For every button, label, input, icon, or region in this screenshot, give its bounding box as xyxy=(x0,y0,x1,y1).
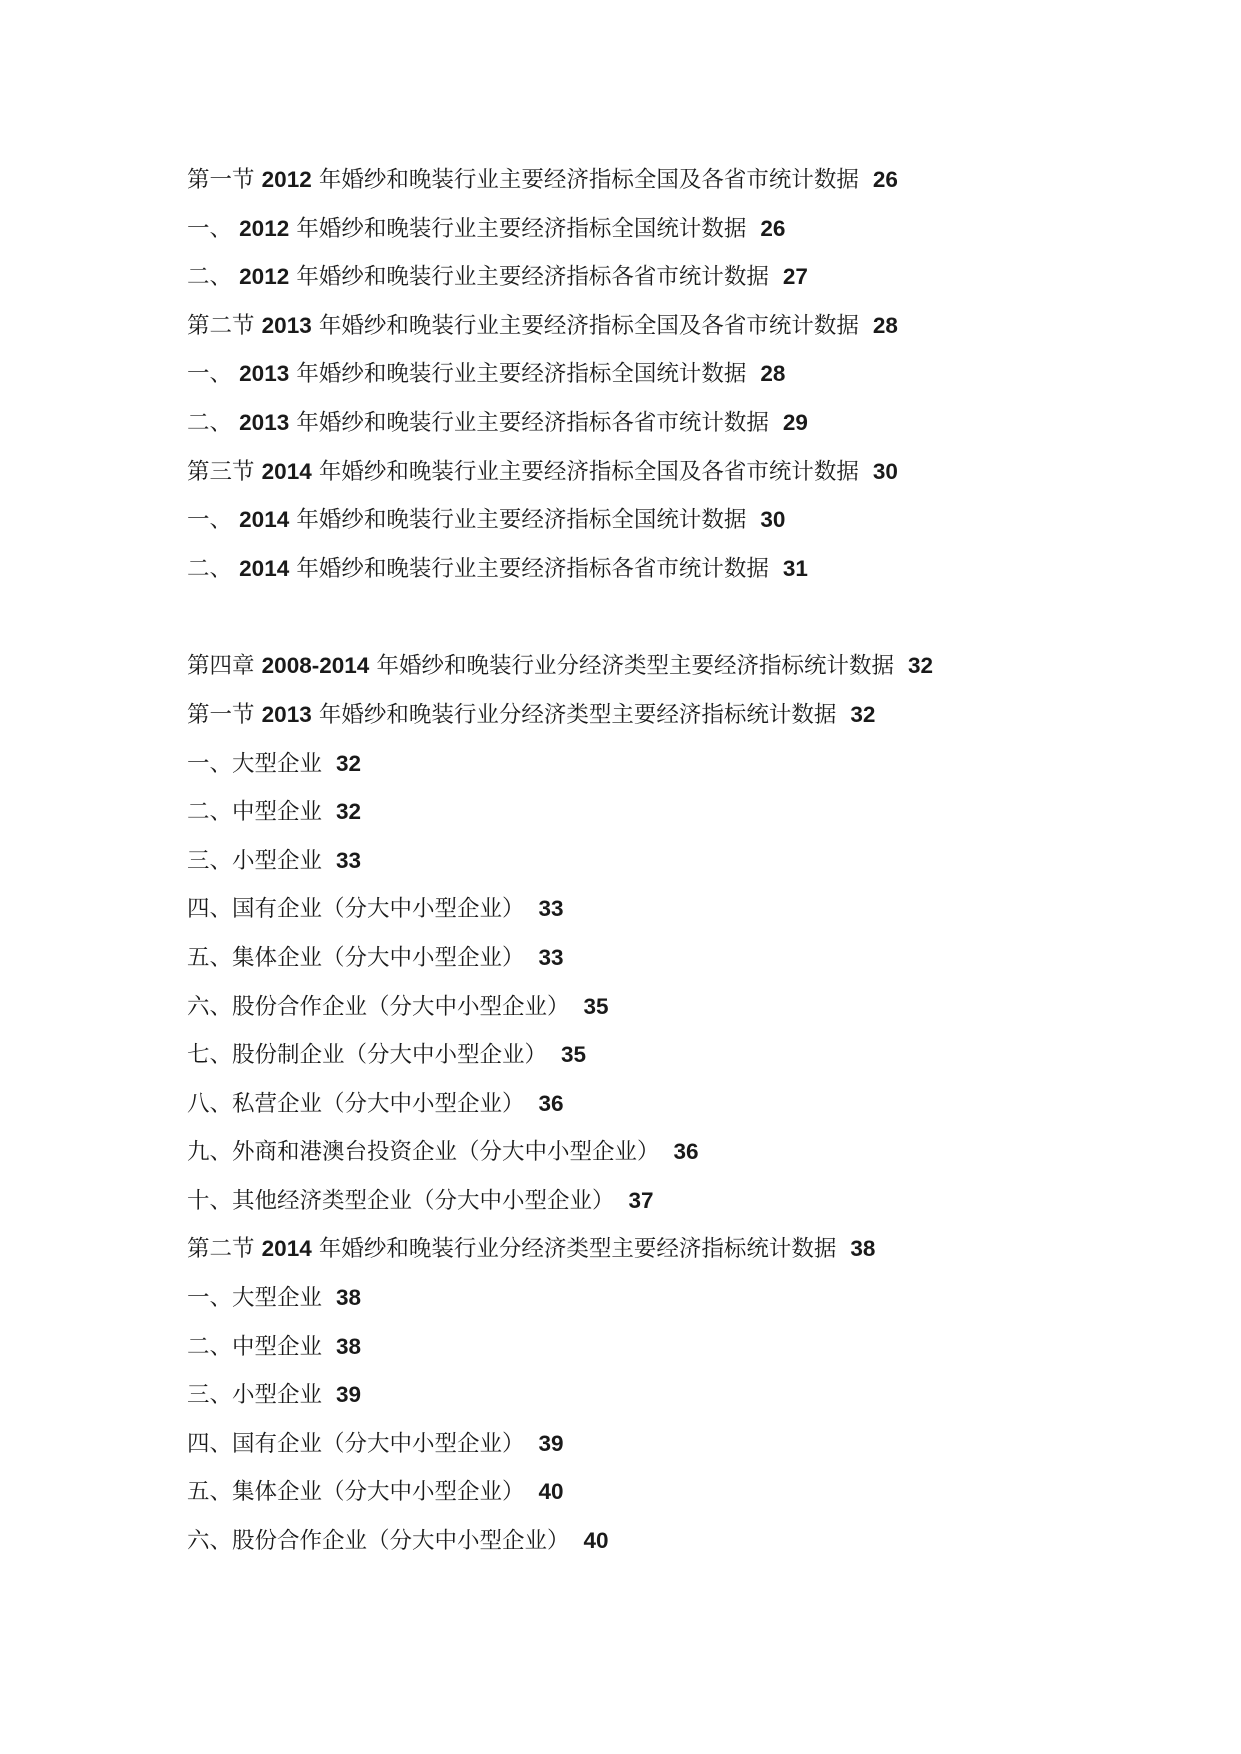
toc-entry-title: 大型企业 xyxy=(232,1285,323,1312)
toc-entry[interactable] xyxy=(187,1420,1187,1469)
table-of-contents xyxy=(187,156,1187,1566)
toc-entry-page-number: 26 xyxy=(872,167,898,192)
toc-entry-title: 年婚纱和晚装行业主要经济指标全国及各省市统计数据 xyxy=(318,167,859,193)
toc-entry-page-number: 29 xyxy=(782,409,808,435)
toc-entry-title: 小型企业 xyxy=(232,847,323,874)
toc-entry-title: 年婚纱和晚装行业主要经济指标全国及各省市统计数据 xyxy=(318,312,859,339)
toc-entry-year: 2013 xyxy=(261,701,312,727)
toc-entry-title: 集体企业（分大中小型企业） xyxy=(232,944,525,971)
toc-entry-prefix: 第二节 xyxy=(187,1236,255,1263)
toc-entry[interactable] xyxy=(187,740,1187,789)
toc-entry[interactable] xyxy=(187,788,1187,837)
toc-entry-title: 股份合作企业（分大中小型企业） xyxy=(232,1528,570,1555)
toc-entry-page-number: 31 xyxy=(782,555,808,581)
toc-entry-title: 国有企业（分大中小型企业） xyxy=(232,1430,525,1457)
toc-entry-title: 中型企业 xyxy=(232,1333,323,1360)
toc-entry-page-number: 33 xyxy=(336,847,362,873)
toc-entry-page-number: 30 xyxy=(760,507,786,533)
toc-entry[interactable] xyxy=(187,496,1187,545)
toc-entry-prefix: 四、 xyxy=(187,896,233,923)
toc-entry-title: 国有企业（分大中小型企业） xyxy=(232,896,525,923)
toc-entry-prefix: 十、 xyxy=(187,1187,233,1214)
toc-entry-page-number: 39 xyxy=(538,1430,564,1456)
toc-entry[interactable] xyxy=(187,642,1187,691)
toc-entry-title: 外商和港澳台投资企业（分大中小型企业） xyxy=(232,1139,660,1166)
toc-entry[interactable] xyxy=(187,885,1187,934)
toc-entry[interactable] xyxy=(187,1128,1187,1177)
toc-entry-prefix: 六、 xyxy=(187,1528,233,1555)
toc-entry-page-number: 36 xyxy=(538,1090,564,1116)
toc-entry-prefix: 三、 xyxy=(187,847,233,874)
toc-entry-prefix: 一、 xyxy=(187,750,233,777)
toc-entry-page-number: 30 xyxy=(872,458,898,484)
toc-entry-page-number: 35 xyxy=(583,993,609,1019)
toc-entry[interactable] xyxy=(187,545,1187,594)
toc-entry-page-number: 38 xyxy=(850,1236,876,1262)
toc-entry-page-number: 39 xyxy=(336,1382,362,1408)
toc-entry-page-number: 32 xyxy=(850,701,876,727)
toc-entry-title: 年婚纱和晚装行业主要经济指标各省市统计数据 xyxy=(296,264,769,291)
toc-entry-year: 2008-2014 xyxy=(261,653,370,679)
toc-entry-title: 年婚纱和晚装行业分经济类型主要经济指标统计数据 xyxy=(318,1236,837,1263)
toc-entry-prefix: 六、 xyxy=(187,993,233,1020)
toc-entry-page-number: 36 xyxy=(673,1139,699,1165)
toc-entry-page-number: 33 xyxy=(538,944,564,970)
toc-entry[interactable] xyxy=(187,399,1187,448)
toc-entry-title: 年婚纱和晚装行业主要经济指标全国统计数据 xyxy=(296,215,747,242)
toc-entry-prefix: 二、 xyxy=(187,555,233,582)
toc-entry-prefix: 第四章 xyxy=(187,653,255,680)
toc-entry-title: 年婚纱和晚装行业主要经济指标全国统计数据 xyxy=(296,507,747,534)
toc-entry-page-number: 35 xyxy=(561,1042,587,1068)
toc-entry-prefix: 三、 xyxy=(187,1382,233,1409)
toc-entry[interactable] xyxy=(187,1468,1187,1517)
toc-entry[interactable] xyxy=(187,448,1187,497)
toc-entry-page-number: 33 xyxy=(538,896,564,922)
toc-entry-prefix: 四、 xyxy=(187,1430,233,1457)
toc-entry-prefix: 一、 xyxy=(187,215,233,242)
toc-entry[interactable] xyxy=(187,837,1187,886)
toc-entry-prefix: 二、 xyxy=(187,264,233,291)
toc-entry-title: 年婚纱和晚装行业主要经济指标各省市统计数据 xyxy=(296,409,769,436)
toc-entry-title: 年婚纱和晚装行业主要经济指标全国及各省市统计数据 xyxy=(318,458,859,485)
toc-entry-page-number: 26 xyxy=(760,215,786,241)
toc-entry[interactable] xyxy=(187,1371,1187,1420)
toc-entry-year: 2014 xyxy=(261,458,312,484)
toc-entry-title: 年婚纱和晚装行业分经济类型主要经济指标统计数据 xyxy=(376,653,894,680)
toc-entry-title: 小型企业 xyxy=(232,1382,323,1409)
toc-entry-prefix: 一、 xyxy=(187,361,233,388)
toc-entry-title: 年婚纱和晚装行业主要经济指标各省市统计数据 xyxy=(296,555,769,582)
toc-group-economic-types xyxy=(187,642,1187,1565)
toc-entry-title: 大型企业 xyxy=(232,750,323,777)
toc-entry-title: 其他经济类型企业（分大中小型企业） xyxy=(232,1187,615,1214)
toc-entry-year: 2013 xyxy=(239,409,290,435)
toc-entry-title: 年婚纱和晚装行业分经济类型主要经济指标统计数据 xyxy=(318,701,837,728)
toc-entry[interactable] xyxy=(187,1225,1187,1274)
toc-entry[interactable] xyxy=(187,1274,1187,1323)
toc-entry-year: 2012 xyxy=(239,264,290,290)
toc-entry-page-number: 28 xyxy=(760,361,786,387)
toc-entry[interactable] xyxy=(187,350,1187,399)
toc-entry[interactable] xyxy=(187,983,1187,1032)
toc-entry[interactable] xyxy=(187,934,1187,983)
toc-entry-page-number: 32 xyxy=(907,653,933,679)
toc-entry-page-number: 32 xyxy=(336,750,362,776)
toc-entry-year: 2012 xyxy=(239,215,290,241)
toc-entry-prefix: 七、 xyxy=(187,1042,233,1069)
toc-entry[interactable] xyxy=(187,1031,1187,1080)
toc-entry[interactable] xyxy=(187,1517,1187,1566)
toc-entry-prefix: 九、 xyxy=(187,1139,233,1166)
toc-group-provincial-stats xyxy=(187,156,1187,593)
toc-entry[interactable] xyxy=(187,302,1187,351)
toc-entry[interactable] xyxy=(187,253,1187,302)
toc-entry-prefix: 第一节 xyxy=(187,701,255,728)
toc-entry-prefix: 五、 xyxy=(187,944,233,971)
toc-entry-page-number: 27 xyxy=(782,264,808,290)
toc-entry[interactable] xyxy=(187,1177,1187,1226)
toc-entry-title: 年婚纱和晚装行业主要经济指标全国统计数据 xyxy=(296,361,747,388)
toc-entry-prefix: 二、 xyxy=(187,799,233,826)
toc-entry-prefix: 第二节 xyxy=(187,312,255,339)
toc-entry-page-number: 38 xyxy=(336,1285,362,1311)
toc-entry-prefix: 第三节 xyxy=(187,458,255,485)
toc-entry-year: 2014 xyxy=(239,555,290,581)
toc-entry-year: 2013 xyxy=(239,361,290,387)
toc-entry-title: 私营企业（分大中小型企业） xyxy=(232,1090,525,1117)
toc-entry-title: 股份制企业（分大中小型企业） xyxy=(232,1042,548,1069)
toc-entry[interactable] xyxy=(187,691,1187,740)
toc-entry-year: 2012 xyxy=(261,167,312,192)
toc-entry[interactable] xyxy=(187,205,1187,254)
toc-entry-prefix: 二、 xyxy=(187,409,233,436)
toc-entry-year: 2013 xyxy=(261,312,312,338)
toc-entry-page-number: 40 xyxy=(538,1479,564,1505)
toc-entry[interactable] xyxy=(187,156,1187,205)
toc-entry[interactable] xyxy=(187,1080,1187,1129)
toc-entry-prefix: 第一节 xyxy=(187,167,255,193)
toc-entry-title: 股份合作企业（分大中小型企业） xyxy=(232,993,570,1020)
toc-entry-prefix: 一、 xyxy=(187,507,233,534)
toc-entry-page-number: 37 xyxy=(628,1187,654,1213)
toc-entry-title: 集体企业（分大中小型企业） xyxy=(232,1479,525,1506)
toc-entry-page-number: 38 xyxy=(336,1333,362,1359)
toc-entry-prefix: 一、 xyxy=(187,1285,233,1312)
toc-entry-year: 2014 xyxy=(261,1236,312,1262)
toc-entry-page-number: 28 xyxy=(872,312,898,338)
toc-entry-year: 2014 xyxy=(239,507,290,533)
toc-entry-prefix: 五、 xyxy=(187,1479,233,1506)
toc-entry-prefix: 二、 xyxy=(187,1333,233,1360)
toc-entry-title: 中型企业 xyxy=(232,799,323,826)
toc-entry-page-number: 32 xyxy=(336,799,362,825)
toc-entry-prefix: 八、 xyxy=(187,1090,233,1117)
toc-entry-page-number: 40 xyxy=(583,1528,609,1554)
toc-entry[interactable] xyxy=(187,1323,1187,1372)
